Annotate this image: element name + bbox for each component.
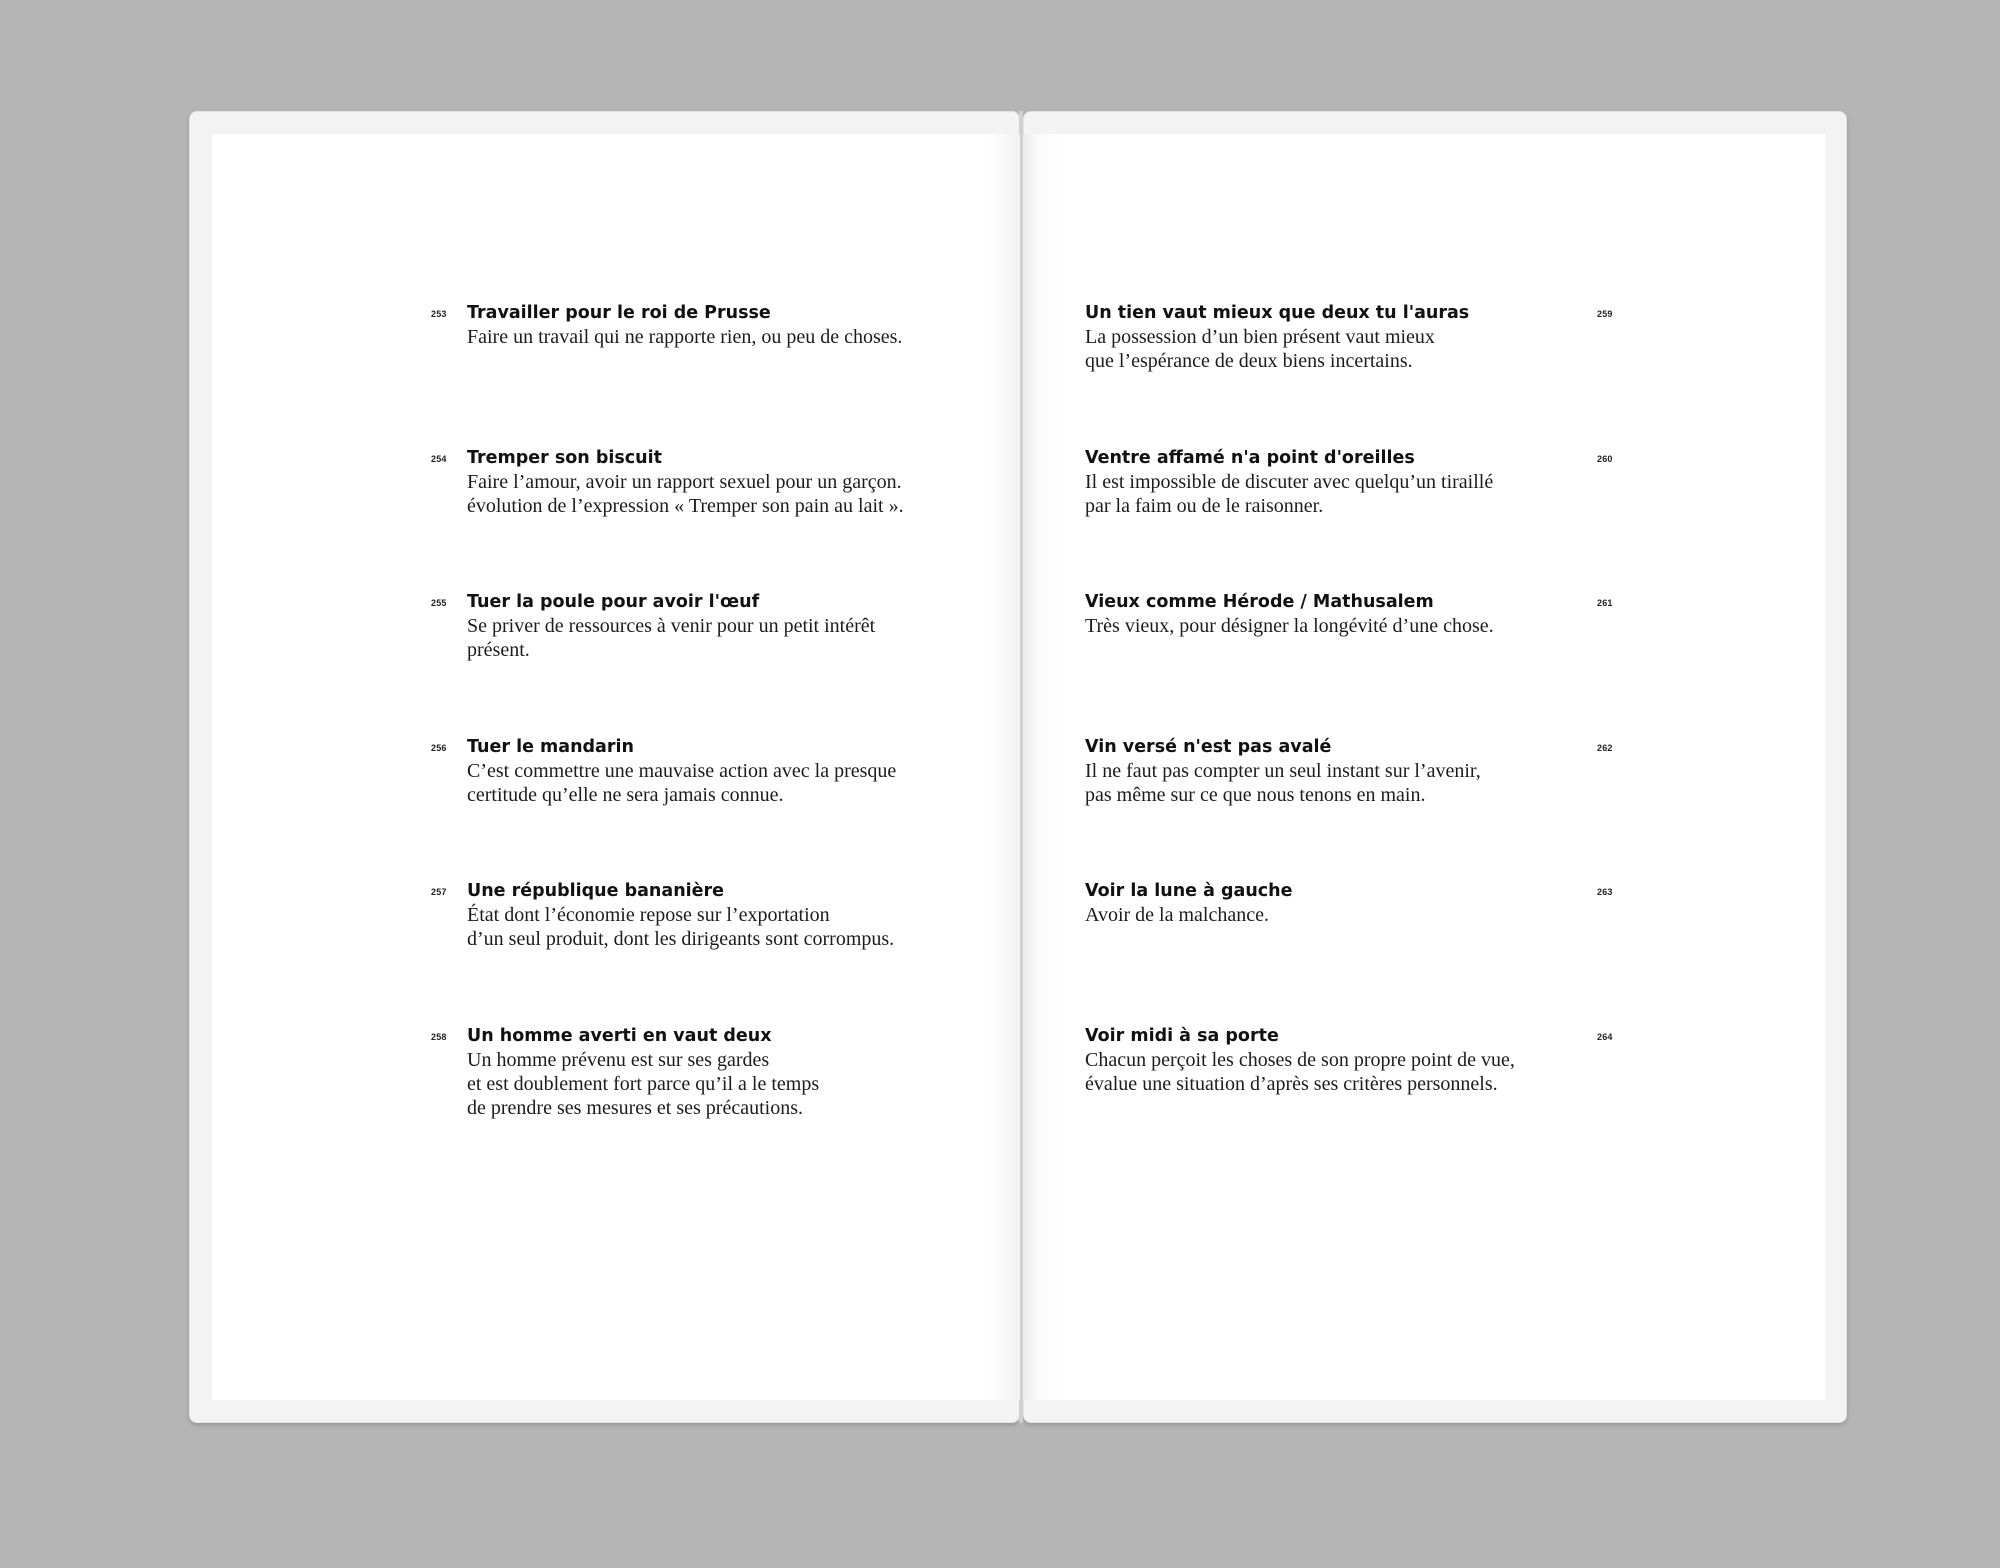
entry-number: 256 (431, 743, 447, 753)
entry-number: 253 (431, 309, 447, 319)
entry-title: Tremper son biscuit (467, 448, 662, 468)
entry-definition: C’est commettre une mauvaise action avec la presque certitude qu’elle ne sera jamais connue. (467, 760, 897, 806)
entry-title: Voir midi à sa porte (1085, 1026, 1279, 1046)
entry-number: 254 (431, 454, 447, 464)
entry (1085, 590, 1645, 638)
left-page (212, 134, 1020, 1400)
entry (1085, 446, 1645, 518)
entry-definition: Avoir de la malchance. (1085, 904, 1269, 926)
right-page (1023, 134, 1825, 1400)
entry-number: 263 (1597, 887, 1613, 897)
entry-title: Tuer la poule pour avoir l'œuf (467, 592, 760, 612)
entry-title: Un tien vaut mieux que deux tu l'auras (1085, 303, 1470, 323)
entry-number: 260 (1597, 454, 1613, 464)
entry-number: 257 (431, 887, 447, 897)
entry-title: Une république bananière (467, 881, 725, 901)
entry (1085, 1024, 1645, 1096)
entry (431, 735, 1020, 807)
entry-title: Un homme averti en vaut deux (467, 1026, 772, 1046)
entry-title: Ventre affamé n'a point d'oreilles (1085, 448, 1415, 468)
entry (1085, 879, 1645, 927)
entry-number: 264 (1597, 1032, 1613, 1042)
entry (431, 446, 1020, 518)
entry-title: Vieux comme Hérode / Mathusalem (1085, 592, 1434, 612)
entry-number: 262 (1597, 743, 1613, 753)
entry-definition: Il est impossible de discuter avec quelqu’un tiraillé par la faim ou de le raisonner. (1085, 471, 1494, 517)
entry-definition: Chacun perçoit les choses de son propre point de vue, évalue une situation d’après ses critères personnels. (1085, 1049, 1515, 1095)
entry-definition: Il ne faut pas compter un seul instant sur l’avenir, pas même sur ce que nous tenons en main. (1085, 760, 1481, 806)
entry-title: Tuer le mandarin (467, 737, 634, 757)
entry-title: Voir la lune à gauche (1085, 881, 1293, 901)
entry-number: 258 (431, 1032, 447, 1042)
entry (431, 301, 1020, 349)
entry (431, 1024, 1020, 1120)
entry-title: Vin versé n'est pas avalé (1085, 737, 1332, 757)
entry-number: 255 (431, 598, 447, 608)
entry-definition: Se priver de ressources à venir pour un petit intérêt présent. (467, 615, 876, 661)
entry (431, 590, 1020, 662)
entry-definition: Un homme prévenu est sur ses gardes et est doublement fort parce qu’il a le temps de prendre ses mesures et ses précautions. (467, 1049, 820, 1119)
entry-definition: Très vieux, pour désigner la longévité d’une chose. (1085, 615, 1494, 637)
entry-definition: Faire un travail qui ne rapporte rien, ou peu de choses. (467, 326, 903, 348)
entry-number: 261 (1597, 598, 1613, 608)
entry (1085, 735, 1645, 807)
entry-number: 259 (1597, 309, 1613, 319)
entry (431, 879, 1020, 951)
entry (1085, 301, 1645, 373)
entry-definition: Faire l’amour, avoir un rapport sexuel pour un garçon. évolution de l’expression « Tremper son pain au lait ». (467, 471, 904, 517)
entry-definition: État dont l’économie repose sur l’exportation d’un seul produit, dont les dirigeants sont corrompus. (467, 904, 895, 950)
entry-definition: La possession d’un bien présent vaut mieux que l’espérance de deux biens incertains. (1085, 326, 1435, 372)
entry-title: Travailler pour le roi de Prusse (467, 303, 771, 323)
